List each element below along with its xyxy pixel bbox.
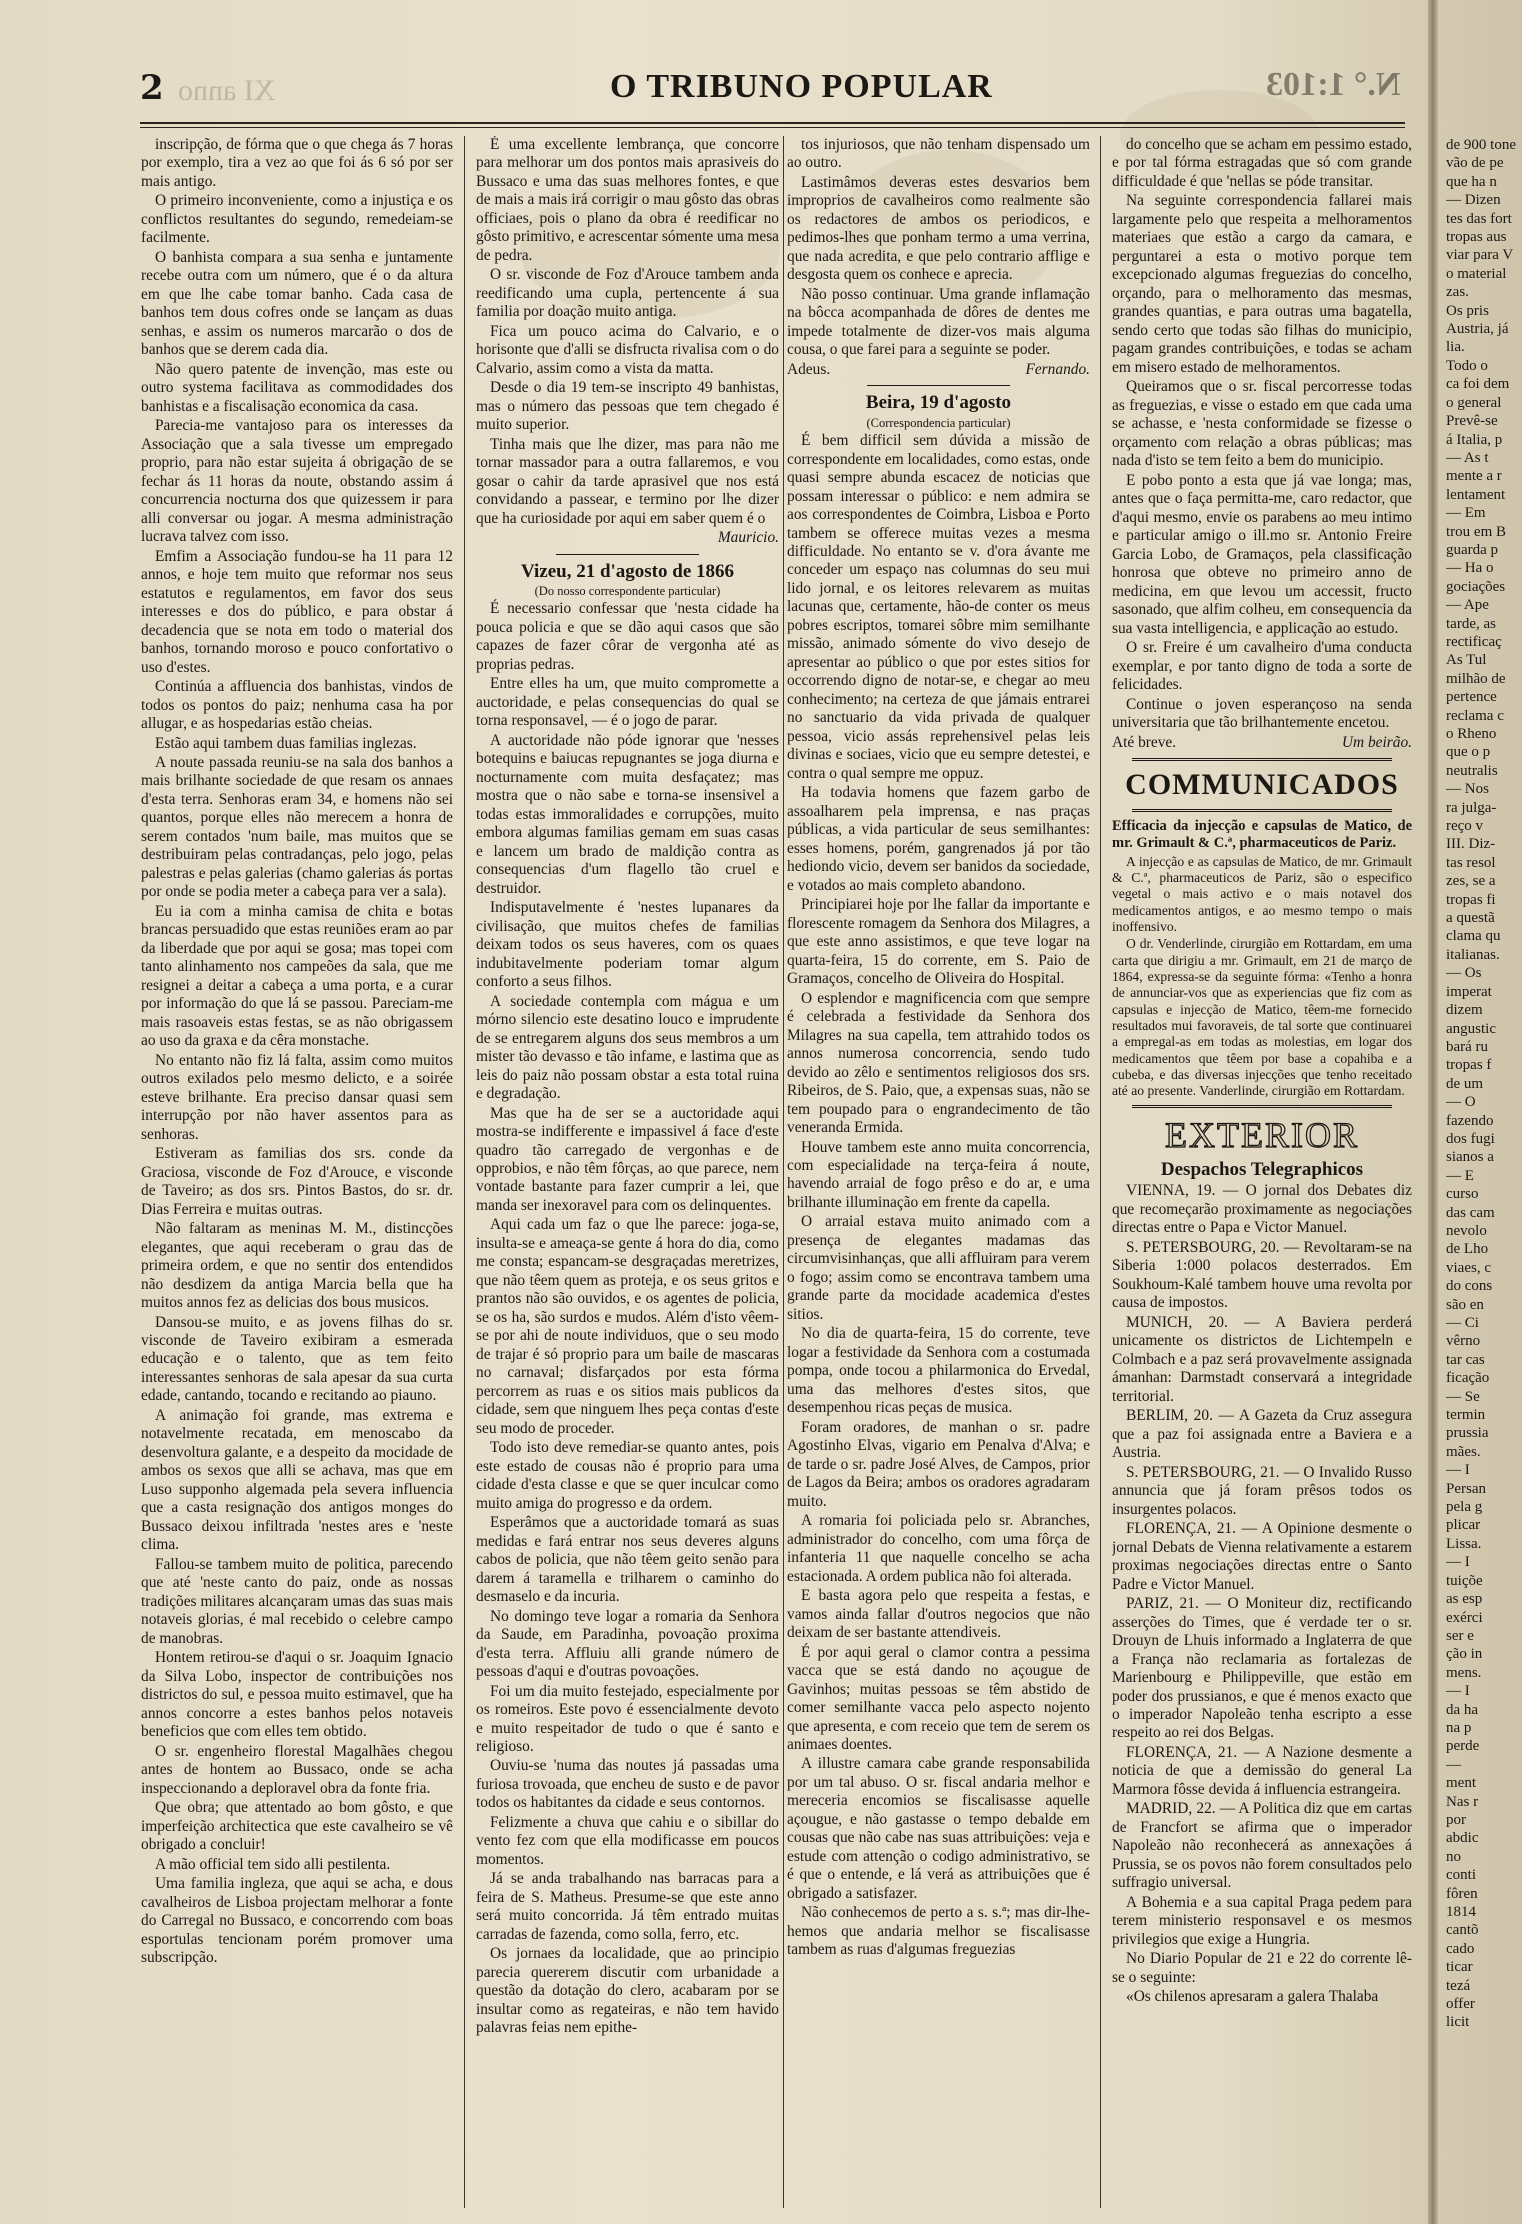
partial-line: ca foi dem — [1446, 376, 1510, 393]
signature: Mauricio. — [717, 529, 779, 547]
partial-line: zas. — [1446, 284, 1469, 301]
column-2 — [476, 136, 779, 2211]
partial-line: vêrno — [1446, 1333, 1481, 1350]
partial-line: cantõ — [1446, 1922, 1479, 1939]
farewell: Até breve. — [1112, 733, 1177, 751]
partial-line: por — [1446, 1811, 1466, 1828]
partial-line: mães. — [1446, 1443, 1481, 1460]
signature: Um beirão. — [1341, 733, 1412, 751]
partial-line: — Dizen — [1446, 192, 1501, 209]
column-divider — [1100, 136, 1101, 2208]
paragraph: Aqui cada um faz o que lhe parece: joga-se, insulta-se e ameaça-se gente á hora do dia, como me consta; espancam-se desgraçadas meretrizes, que não têem quem as proteja, e os seus gritos e prantos não são ouvidos, e os agentes de policia, se os ha, são surdos e mudos. Além d'isto vêem-se por ahi de noute individuos, que o seu modo de trajar é só proprio para um baile de mascaras no carnaval; disfarçados por esta fórma percorrem as ruas e os sitios mais publicos da cidade, sem que ninguem lhes peça contas d'este seu modo de proceder. — [476, 1216, 779, 1437]
paragraph: É necessario confessar que 'nesta cidade ha pouca policia e que se dão aqui casos que são capazes de fazer côrar de vergonha até as proprias pedras. — [476, 600, 779, 673]
partial-line: reço v — [1446, 818, 1484, 835]
paragraph: O sr. engenheiro florestal Magalhães chegou antes de hontem ao Bussaco, onde se acha inspeccionando a deploravel obra da fonte fria. — [141, 1742, 453, 1797]
paragraph: A mão official tem sido alli pestilenta. — [155, 1855, 391, 1873]
telegram: No Diario Popular de 21 e 22 do corrente lê-se o seguinte: — [1112, 1950, 1412, 1986]
partial-line: mens. — [1446, 1664, 1482, 1681]
partial-line: tes das fort — [1446, 210, 1512, 227]
partial-line: dizem — [1446, 1002, 1483, 1019]
partial-line: — Em — [1446, 505, 1486, 522]
partial-line: conti — [1446, 1867, 1476, 1884]
partial-line: cado — [1446, 1940, 1475, 1957]
column-divider — [464, 136, 465, 2208]
partial-line: dos fugi — [1446, 1130, 1495, 1147]
section-subheading: (Correspondencia particular) — [866, 416, 1011, 431]
paragraph: É bem difficil sem dúvida a missão de correspondente em localidades, como estas, onde quasi sempre abunda escacez de noticias que possam interessar o público: e nem admira se aos correspondentes de Coimbra, Lisboa e Porto tambem se offerece muitas vezes a mesma difficuldade. No entanto se v. d'ora ávante me conceder um espaço nas columnas do seu mui lido jornal, e os leitores relevarem as muitas lacunas que, certamente, hão-de conter os meus pobres escriptos, tomarei sôbre mim semilhante missão, animado sómente do vivo desejo de apresentar ao público o que por estes sitios for occorrendo digno de notar-se, e chegar ao meu conhecimento; na certeza de que jámais entrarei no sanctuario da vida privada de qualquer pessoa, vicio assás reprehensivel pelas leis divinas e sociaes, vicio que eu sempre detestei, e contra o qual sempre me oppuz. — [787, 432, 1090, 782]
partial-line: de 900 tone — [1446, 137, 1516, 153]
partial-line: fôren — [1446, 1885, 1478, 1902]
partial-line: clama qu — [1446, 928, 1501, 945]
ghost-issue-text: XI anno — [178, 74, 276, 107]
section-rule — [556, 554, 699, 555]
partial-line: viar para V — [1446, 247, 1514, 264]
partial-line: neutralis — [1446, 762, 1498, 779]
paragraph: Foi um dia muito festejado, especialmente por os romeiros. Este povo é essencialmente devoto e muito respeitador de tudo o que é santo e religioso. — [476, 1682, 779, 1755]
partial-line: angustic — [1446, 1020, 1496, 1037]
partial-line: Persan — [1446, 1480, 1486, 1497]
partial-line: — I — [1446, 1683, 1470, 1700]
paragraph: Principiarei hoje por lhe fallar da importante e florescente romagem da Senhora dos Milagres, a que este anno assistimos, e que teve logar na quarta-feira, 15 do corrente, em S. Paio de Gramaços, concelho de Oliveira do Hospital. — [787, 896, 1090, 988]
partial-line: tas resol — [1446, 854, 1496, 871]
partial-line: pertence — [1446, 689, 1497, 706]
partial-line: milhão de — [1446, 670, 1506, 687]
partial-line: Nas r — [1446, 1793, 1479, 1810]
partial-line: o general — [1446, 394, 1502, 411]
partial-line: que o p — [1446, 744, 1491, 761]
paragraph: O dr. Venderlinde, cirurgião em Rottardam, em uma carta que dirigiu a mr. Grimault, em 21 de março de 1864, expressa-se da seguinte fórma: «Tenho a honra de annunciar-vos que as experiencias que fiz com as capsulas e injecção de Matico, têem-me fornecido resultados mui favoraveis, de tal sorte que continuarei a empregal-as em todas as molestias, em logar dos medicamentos que têem por base a copahiba e a cubeba, e das diversas injecções que tenho receitado até ao presente. Vanderlinde, cirurgião em Rottardam. — [1112, 936, 1412, 1099]
partial-line: abdic — [1446, 1830, 1479, 1847]
partial-line: Prevê-se — [1446, 413, 1498, 430]
partial-line: o material — [1446, 265, 1507, 282]
header-rule-thin — [140, 127, 1405, 128]
paragraph: Não posso continuar. Uma grande inflamação na bôcca acompanhada de dôres de dentes me impede totalmente de dizer-vos mais alguma cousa, o que farei para a seguinte se poder. — [787, 285, 1090, 359]
partial-line: ment — [1446, 1775, 1476, 1792]
partial-line: tropas f — [1446, 1057, 1492, 1074]
paragraph: O esplendor e magnificencia com que sempre é celebrada a festividade da Senhora dos Milagres na sua capella, tem attrahido todos os annos numerosa concorrencia, sendo tudo devido ao zêlo e sentimentos religiosos dos srs. Ribeiros, de S. Paio, que, a expensas suas, não se tem poupado para o engrandecimento de tão veneranda Ermida. — [787, 989, 1090, 1137]
partial-line: ser e — [1446, 1627, 1474, 1644]
partial-line: que ha n — [1446, 173, 1497, 190]
partial-line: a questã — [1446, 910, 1495, 927]
partial-line: na p — [1446, 1719, 1472, 1736]
partial-line: são en — [1446, 1296, 1484, 1313]
partial-line: imperat — [1446, 983, 1492, 1000]
partial-line: termin — [1446, 1407, 1486, 1424]
telegram: MUNICH, 20. — A Baviera perderá unicamente os districtos de Lichtempeln e Colmbach e a paz será provavelmente assignada ámanhan: Darmstadt conservará a integridade territorial. — [1112, 1313, 1412, 1405]
partial-line: guarda p — [1446, 541, 1499, 558]
partial-line: de um — [1446, 1075, 1484, 1092]
paragraph: Fallou-se tambem muito de politica, parecendo que até 'neste canto do paiz, onde as nossas tradições militares alcançaram umas das suas mais notaveis glorias, é mal recebido o celebre campo de manobras. — [141, 1555, 453, 1647]
paragraph: Esperâmos que a auctoridade tomará as suas medidas e fará entrar nos seus deveres alguns cabos de policia, que não têem geito senão para darem á taramella e trilharem o caminho do desmaselo e da incuria. — [476, 1514, 779, 1606]
section-rule — [1132, 758, 1392, 761]
partial-line: sianos a — [1446, 1149, 1494, 1166]
section-rule — [1132, 1105, 1392, 1108]
section-rule — [867, 385, 1010, 386]
paragraph: A auctoridade não póde ignorar que 'nesses botequins e baiucas repugnantes se joga diurna e nocturnamente com muita desfaçatez; mas mostra que o não sabe e torna-se insensivel a todas estas immoralidades e corrupções, muito embora algumas familias gemam em suas casas e lancem um brado de maldição contra as consequencias d'um flagello tão cruel e destruidor. — [476, 731, 779, 897]
partial-line: — I — [1446, 1554, 1470, 1571]
paragraph: Ha todavia homens que fazem garbo de assoalharem pela imprensa, e nas praças públicas, a vida particular de seus semilhantes: esses homens, porém, gangrenados já por tão hediondo vicio, devem ser banidos da sociedade, e votados ao mais completo abandono. — [787, 784, 1090, 894]
paragraph: Estiveram as familias dos srs. conde da Graciosa, visconde de Foz d'Arouce, e visconde de Taveiro; as dos srs. Pintos Bastos, do sr. dr. Dias Ferreira e muitas outras. — [141, 1145, 453, 1218]
paragraph: Os jornaes da localidade, que ao principio parecia quererem discutir com urbanidade a questão da dotação do clero, acabaram por se insultar como as regateiras, e não tem havido palavras feias nem epithe- — [476, 1945, 779, 2037]
partial-line: — Ci — [1446, 1315, 1479, 1331]
partial-line: de Lho — [1446, 1241, 1489, 1258]
partial-line: trou em B — [1446, 523, 1506, 540]
farewell: Adeus. — [787, 360, 831, 378]
paragraph: A noute passada reuniu-se na sala dos banhos a mais brilhante sociedade de que resam os annaes d'esta terra. Senhoras eram 34, e homens não sei quantos, porque elles não merecem a honra de serem contados 'num baile, mas muitos que se destribuiram pelas contradanças, pelo jogo, pelas palestras e pelas galerias (chamo galerias ás portas por onde se podia meter a cabeça para ver a sala). — [141, 753, 453, 901]
paragraph: A sociedade contempla com mágua e um mórno silencio este desatino louco e imprudente de se entregarem alguns dos seus membros a um mister tão devasso e tão infame, e lastima que as leis do paiz não possam obstar a esta total ruina e degradação. — [476, 992, 779, 1103]
column-1 — [141, 136, 453, 2211]
partial-line: plicar — [1446, 1517, 1481, 1534]
partial-line: bará ru — [1446, 1038, 1489, 1055]
paragraph: No domingo teve logar a romaria da Senhora da Saude, em Paradinha, povoação proxima d'esta terra. Affluiu alli grande número de pessoas d'aqui e d'outras povoações. — [476, 1607, 779, 1681]
partial-line: — Se — [1446, 1388, 1480, 1405]
partial-line: licit — [1446, 2014, 1470, 2031]
partial-line: offer — [1446, 1996, 1475, 2013]
partial-line: reclama c — [1446, 707, 1504, 724]
telegram: A Bohemia e a sua capital Praga pedem para terem ministerio responsavel e os mesmos privilegios que exige a Hungria. — [1112, 1893, 1412, 1948]
partial-line: tar cas — [1446, 1351, 1485, 1368]
partial-line: o Rheno — [1446, 726, 1497, 742]
paragraph: O sr. visconde de Foz d'Arouce tambem anda reedificando uma cupla, pertencente á sua familia por doação muito antiga. — [476, 266, 779, 321]
partial-line: curso — [1446, 1186, 1479, 1203]
communicados-heading: COMMUNICADOS — [1125, 767, 1399, 801]
exterior-heading: EXTERIOR — [1165, 1115, 1359, 1156]
partial-line: prussia — [1446, 1425, 1489, 1442]
page-number: 2 — [140, 68, 164, 108]
paragraph: Mas que ha de ser se a auctoridade aqui mostra-se indifferente e impassivel á face d'este quadro tão carregado de vergonhas e de opprobios, e não têm fôrças, ao que parece, nem vontade bastante para fazer cumprir a lei, que manda ser inexoravel para com os delinquentes. — [476, 1104, 779, 1214]
paragraph: Eu ia com a minha camisa de chita e botas brancas persuadido que estas reuniões eram ao par da liberdade que por aqui se gosa; mas topei com tanto alinhamento nos campeões da sala, que me resignei a deitar a cabeça a uma porta, e a curar por informação do que lá se passou. Pareciam-me mais rasoaveis estas festas, se as não obrigassem ao uso da graxa e da cêra monstache. — [141, 902, 453, 1050]
paragraph: Parecia-me vantajoso para os interesses da Associação que a sala tivesse um empregado proprio, para não estar sujeita á obrigação de se fechar ás 11 horas da noute, obstando assim á concurrencia nocturna dos que quizessem ir para alli conversar ou jogar. A mesma administração lucrava talvez com isso. — [141, 417, 453, 546]
telegram: FLORENÇA, 21. — A Nazione desmente a noticia de que a demissão do general La Marmora fôsse devida á influencia estrangeira. — [1112, 1743, 1412, 1798]
paragraph: É por aqui geral o clamor contra a pessima vacca que se está dando no açougue de Gavinhos; muitas pessoas se têm abstido de comer semilhante vacca pelo aspecto nojento que apresenta, e com receio que tem de serem os animaes doentes. — [787, 1643, 1090, 1753]
letter-closing — [1112, 734, 1412, 752]
paragraph: O banhista compara a sua senha e juntamente recebe outra com um número, que é o da altura em que lhe cabe tomar banho. Cada casa de banhos tem dous cofres onde se lançam as duas senhas, e assim os numeros marcarão o dos de banhos que se derem cada dia. — [141, 248, 453, 359]
section-heading: Vizeu, 21 d'agosto de 1866 — [520, 560, 735, 582]
paragraph: tos injuriosos, que não tenham dispensado um ao outro. — [787, 136, 1090, 172]
telegram: PARIZ, 21. — O Moniteur diz, rectificando asserções do Times, que é verdade ter o sr. Drouyn de Lhuis informado a Inglaterra de que a França não reclamaria as fortalezas de Marienbourg e Philippeville, que estão em poder dos prussianos, e que é menos exacto que o imperador Napoleão tenha escripto a esse respeito ao rei dos Belgas. — [1112, 1595, 1412, 1742]
partial-line: exérci — [1446, 1609, 1483, 1626]
column-divider — [783, 136, 784, 2208]
page-fold — [1428, 0, 1438, 2224]
partial-line: vão de pe — [1446, 155, 1504, 172]
partial-line: no — [1446, 1848, 1461, 1865]
partial-line: tarde, as — [1446, 615, 1496, 632]
partial-line: pela g — [1446, 1499, 1483, 1516]
partial-line: — O — [1446, 1094, 1476, 1111]
partial-line: da ha — [1446, 1701, 1479, 1718]
paragraph: Não faltaram as meninas M. M., distincções elegantes, que aqui receberam o grau das de primeira ordem, e que no sentir dos entendidos não desdizem da antiga Marcia bella que ha muitos annos fez as delicias dos bous musicos. — [141, 1220, 453, 1312]
partial-line: tezá — [1446, 1977, 1471, 1994]
paragraph: No dia de quarta-feira, 15 do corrente, teve logar a festividade da Senhora com a costumada pompa, onde tocou a philarmonica do Ervedal, uma das melhores d'estes sitos, que desempenhou ricas peças de musica. — [787, 1325, 1090, 1417]
partial-line: tuiçõe — [1446, 1572, 1483, 1589]
partial-line: fazendo — [1446, 1112, 1494, 1129]
paragraph: Continúa a affluencia dos banhistas, vindos de todos os pontos do paiz; nenhuma casa ha por allugar, e as hospedarias estão cheias. — [141, 678, 453, 733]
partial-line: perde — [1446, 1738, 1480, 1755]
partial-line: Austria, já — [1446, 321, 1509, 338]
paragraph: Estão aqui tambem duas familias inglezas. — [155, 734, 417, 752]
partial-line: as esp — [1446, 1591, 1483, 1608]
paragraph: Dansou-se muito, e as jovens filhas do sr. visconde de Taveiro exibiram a esmerada educação e o talento, que as tem feito interessantes senhoras de sala apesar da sua curta edade, cantando, tocando e recitando ao piauno. — [141, 1313, 453, 1405]
partial-line: nevolo — [1446, 1222, 1487, 1239]
signature: Fernando. — [1025, 360, 1090, 378]
partial-line: — E — [1446, 1167, 1474, 1184]
section-rule — [1132, 809, 1392, 812]
paragraph: A injecção e as capsulas de Matico, de mr. Grimault & C.ª, pharmaceuticos de Pariz, são o especifico vegetal o mais activo e o mais notavel dos medicamentos antigos, e ao mesmo tempo o mais inoffensivo. — [1112, 853, 1412, 935]
telegram: MADRID, 22. — A Politica diz que em cartas de Francfort se afirma que o imperador Napoleão não reconhecerá as annexações á Prussia, se os povos não forem consultados pelo suffragio universal. — [1112, 1800, 1412, 1892]
paragraph: Emfim a Associação fundou-se ha 11 para 12 annos, e hoje tem muito que reformar nos seus estatutos e regulamentos, em favor dos seus interesses e dos do público, e para obstar á decadencia que se nota em todo o material dos banhos, tornando moroso e pouco confortativo o uso d'estes. — [141, 547, 453, 676]
paragraph: Continue o joven esperançoso na senda universitaria que tão brilhantemente encetou. — [1112, 695, 1412, 732]
section-subheading: (Do nosso correspondente particular) — [534, 584, 721, 599]
paragraph: Não quero patente de invenção, mas este ou outro systema facilitava as commodidades dos banhistas e a fiscalisação economica da casa. — [141, 360, 453, 415]
letter-closing — [787, 361, 1090, 379]
paragraph: Ouviu-se 'numa das noutes já passadas uma furiosa trovoada, que encheu de susto e de pavor todos os habitantes da cidade e seus contornos. — [476, 1757, 779, 1812]
telegram: BERLIM, 20. — A Gazeta da Cruz assegura que a paz foi assignada entre a Baviera e a Austria. — [1112, 1407, 1412, 1462]
paragraph: inscripção, de fórma que o que chega ás 7 horas por exemplo, tira a vez ao que foi ás 6 só por ser mais antigo. — [141, 136, 453, 190]
paragraph: Na seguinte correspondencia fallarei mais largamente pelo que respeita a melhoramentos materiaes que estão a cargo da camara, e perguntarei a esta o motivo porque tem excepcionado algumas freguezias do concelho, orçando, para o melhoramento das mesmas, grandes quantias, e para outras uma bagatella, sendo certo que todas são filhas do municipio, pagam grandes contribuições, e todas se acham em misero estado de melhoramentos. — [1112, 192, 1412, 376]
paragraph: Felizmente a chuva que cahiu e o sibillar do vento fez com que ella modificasse em poucos momentos. — [476, 1813, 779, 1868]
partial-line: lentament — [1446, 486, 1506, 503]
partial-line: Todo o — [1446, 357, 1488, 374]
paragraph: A romaria foi policiada pelo sr. Abranches, administrador do concelho, com uma fôrça de infanteria 11 que naquelle concelho se acha estacionada. A ordem publica não foi alterada. — [787, 1512, 1090, 1585]
paragraph: Hontem retirou-se d'aqui o sr. Joaquim Ignacio da Silva Lobo, inspector de contribuições nos districtos do sul, e pessoa muito estimavel, que ha annos concorre a estes banhos pelos notaveis beneficios que com elles tem obtido. — [141, 1649, 453, 1741]
section-heading: Beira, 19 d'agosto — [865, 392, 1012, 414]
partial-line: — — [1446, 1756, 1461, 1773]
paragraph: Entre elles ha um, que muito compromette a auctoridade, e pelas consequencias do qual se torna responsavel, — é o jogo de parar. — [476, 675, 779, 730]
paragraph: Houve tambem este anno muita concorrencia, com especialidade na terça-feira á noute, havendo arraial de fogo prêso e do ar, e uma brilhante illuminação em frente da capella. — [787, 1138, 1090, 1211]
paragraph: O arraial estava muito animado com a presença de elegantes madamas das circumvisinhanças, que alli affluiram para verem o fogo; assim como se encontrava tambem uma grande parte da mocidade academica d'estes sitios. — [787, 1213, 1090, 1323]
telegram: S. PETERSBOURG, 21. — O Invalido Russo annuncia que já foram prêsos todos os insurgentes polacos. — [1112, 1463, 1412, 1518]
partial-line: — As t — [1446, 449, 1489, 466]
partial-line: — Ape — [1446, 597, 1489, 614]
partial-line: das cam — [1446, 1204, 1495, 1221]
partial-line: viaes, c — [1446, 1259, 1491, 1276]
partial-line: — Ha o — [1446, 560, 1494, 577]
paragraph: O primeiro inconveniente, como a injustiça e os conflictos resultantes do segundo, remedeiam-se facilmente. — [141, 192, 453, 247]
partial-line: do cons — [1446, 1278, 1493, 1295]
partial-line: zes, se a — [1446, 873, 1496, 890]
paragraph: E pobo ponto a esta que já vae longa; mas, antes que o faça permitta-me, caro redactor, que d'aqui mesmo, envie os parabens ao meu intimo e particular amigo o ill.mo sr. Antonio Freire Garcia Lobo, de Gramaços, pela classificação honrosa que obteve no primeiro anno de medicina, em que levou um accessit, fructo sasonado, que alfim colheu, em consequencia da sua vasta intelligencia, e applicação ao estudo. — [1112, 471, 1412, 637]
paragraph: do concelho que se acham em pessimo estado, e por tal fórma estragadas que só com grande difficuldade é que 'nellas se póde transitar. — [1112, 136, 1412, 190]
paragraph: A animação foi grande, mas extrema e notavelmente recatada, em menoscabo da desenvoltura galante, e a despeito da mocidade de ambos os sexos que alli se achava, mas que em Luso supponho algemada pela severa influencia que a casta resignação dos antigos monges do Bussaco deixou infiltrada 'nestes ares e 'neste clima. — [141, 1406, 453, 1554]
paragraph: E basta agora pelo que respeita a festas, e vamos ainda fallar d'outros negocios que não deixam de ser bastante attendiveis. — [787, 1587, 1090, 1642]
partial-line: ção in — [1446, 1646, 1483, 1663]
paragraph: É uma excellente lembrança, que concorre para melhorar um dos pontos mais aprasiveis do Bussaco e uma das suas melhores fontes, e que de mais a mais irá corrigir o mau gôsto das obras officiaes, pois o plano da obra é reedificar no gôsto primitivo, e acrescentar sómente uma mesa de pedra. — [476, 136, 779, 264]
paragraph: Uma familia ingleza, que aqui se acha, e dous cavalheiros de Lisboa projectam melhorar a fonte do Carregal no Bussaco, e concorrendo com boas esportulas tencionam porém promover uma subscripção. — [141, 1875, 453, 1966]
paragraph: Não conhecemos de perto a s. s.ª; mas dir-lhe-hemos que andaria melhor se fiscalisasse tambem as ruas d'algumas freguezias — [787, 1904, 1090, 1959]
partial-line: gociações — [1446, 578, 1506, 595]
partial-line: Os pris — [1446, 302, 1489, 319]
partial-line: ticar — [1446, 1959, 1473, 1976]
partial-line: tropas aus — [1446, 229, 1507, 246]
partial-line: mente a r — [1446, 468, 1502, 485]
telegram: «Os chilenos apresaram a galera Thalaba — [1126, 1988, 1379, 2006]
partial-line: rectificaç — [1446, 633, 1502, 650]
paragraph: Fica um pouco acima do Calvario, e o horisonte que d'alli se disfructa rivalisa com o do Calvario, assim como a vista da matta. — [476, 322, 779, 377]
partial-line: ra julga- — [1446, 799, 1497, 816]
paragraph: No entanto não fiz lá falta, assim como muitos outros exilados pelo mesmo delicto, e a soirée esteve brilhante. Era preciso dansar quasi sem interrupção por não haver assentos para as senhoras. — [141, 1051, 453, 1143]
issue-number: N.° 1:103 — [1265, 66, 1400, 103]
paragraph: Já se anda trabalhando nas barracas para a feira de S. Matheus. Presume-se que este anno será muito concorrida. Já têm entrado muitas carradas de fazenda, como solla, ferro, etc. — [476, 1870, 779, 1943]
paragraph: Queiramos que o sr. fiscal percorresse todas as freguezias, e visse o estado em que cada uma se achasse, e 'nesta conformidade se fizesse o orçamento com relação a obras públicas; mas nada d'isto se tem feito a bem do municipio. — [1112, 378, 1412, 470]
partial-line: As Tul — [1446, 652, 1487, 669]
partial-line: ficação — [1446, 1370, 1490, 1387]
paragraph: Desde o dia 19 tem-se inscripto 49 banhistas, mas o número das pessoas que tem chegado é muito superior. — [476, 379, 779, 434]
partial-line: lia. — [1446, 339, 1465, 356]
partial-line: — Os — [1446, 965, 1482, 982]
partial-line: — I — [1446, 1462, 1470, 1479]
column-4 — [1112, 136, 1412, 2211]
communicado-title: Efficacia da injecção e capsulas de Matico, de mr. Grimault & C.ª, pharmaceuticos de Pariz. — [1112, 817, 1412, 852]
newspaper-title: O TRIBUNO POPULAR — [610, 68, 993, 105]
telegram: S. PETERSBOURG, 20. — Revoltaram-se na Siberia 1:000 polacos desterrados. Em Soukhoum-Kalé tambem houve uma revolta por causa de impostos. — [1112, 1238, 1412, 1312]
column-3 — [787, 136, 1090, 2211]
partial-line: tropas fi — [1446, 891, 1496, 908]
partial-line: á Italia, p — [1446, 431, 1503, 448]
paragraph: Indisputavelmente é 'nestes lupanares da civilisação, que muitos chefes de familias deixam todos os seus haveres, com os quaes indubitavelmente poderiam tomar algum conforto a seus filhos. — [476, 899, 779, 991]
partial-line: — Nos — [1446, 781, 1489, 798]
paragraph: O sr. Freire é um cavalheiro d'uma conducta exemplar, e por tanto digno de toda a sorte de felicidades. — [1112, 639, 1412, 694]
paragraph: Que obra; que attentado ao bom gôsto, e que imperfeição architectica que este cavalheiro se vê obrigado a concluir! — [141, 1799, 453, 1854]
paragraph: Tinha mais que lhe dizer, mas para não me tornar massador para a outra fallaremos, e vou gosar o cahir da tarde aprasivel que nos está convidando a passear, e termino por lhe dizer que ha curiosidade por aqui em saber quem é o — [476, 435, 779, 527]
telegram: VIENNA, 19. — O jornal dos Debates diz que recomeçarão proximamente as negociações directas entre o Papa e Victor Manuel. — [1112, 1182, 1412, 1237]
paragraph: A illustre camara cabe grande responsabilida por um tal abuso. O sr. fiscal andaria melhor e mereceria encomios se fiscalisasse aquelle açougue, e não gastasse o tempo debalde em cousas que não cabe nas suas attribuições: veja e estude com attenção o codigo administrativo, se é que o entende, e lá verá as attribuições que é obrigado a satisfazer. — [787, 1755, 1090, 1902]
paragraph: Todo isto deve remediar-se quanto antes, pois este estado de cousas não é proprio para uma cidade d'esta classe e que se quer inculcar como muito amiga do progresso e da ordem. — [476, 1439, 779, 1512]
paragraph: Lastimâmos deveras estes desvarios bem improprios de cavalheiros como realmente são os redactores de ambos os periodicos, e pedimos-lhes que ponham termo a uma verrina, que nada acredita, e que pelo contrario afflige e desgosta quem os conhece e aprecia. — [787, 173, 1090, 284]
partial-line: 1814 — [1446, 1904, 1476, 1920]
telegram: FLORENÇA, 21. — A Opinione desmente o jornal Debats de Vienna relativamente a estarem proximas negociações directas entre o Santo Padre e Victor Manuel. — [1112, 1520, 1412, 1593]
paragraph: Foram oradores, de manhan o sr. padre Agostinho Elvas, vigario em Penalva d'Alva; e de tarde o sr. padre José Alves, de Campos, prior de Lagos da Beira; ambos os oradores agradaram muito. — [787, 1418, 1090, 1510]
partial-line: italianas. — [1446, 946, 1500, 963]
masthead — [140, 62, 1400, 118]
column-5-partial — [1446, 136, 1522, 2211]
partial-line: Lissa. — [1446, 1535, 1482, 1552]
despachos-heading: Despachos Telegraphicos — [1160, 1158, 1364, 1180]
partial-line: III. Diz- — [1446, 836, 1496, 853]
header-rule — [140, 122, 1405, 124]
